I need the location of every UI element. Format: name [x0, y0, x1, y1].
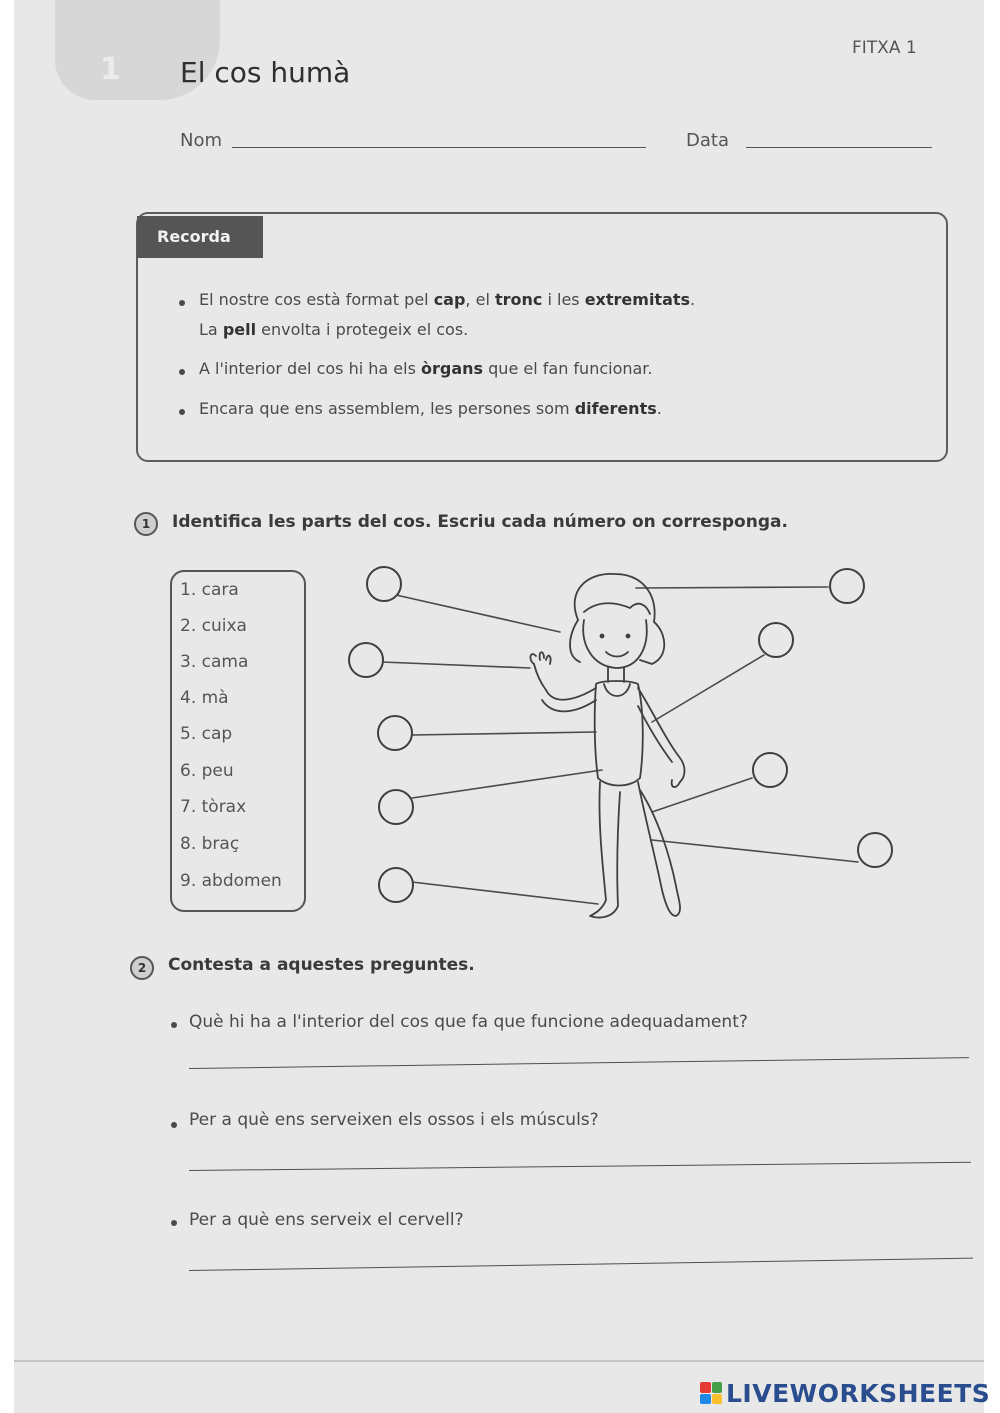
leader-line [396, 595, 560, 632]
recorda-tab: Recorda [137, 216, 263, 258]
eye [601, 635, 604, 638]
bold-tronc: tronc [494, 290, 543, 309]
bullet-dot [171, 1220, 177, 1226]
exercise-2-instruction: Contesta a aquestes preguntes. [168, 955, 475, 975]
answer-circle[interactable] [753, 753, 787, 787]
word-item: 2. cuixa [180, 616, 247, 636]
text-run: A l'interior del cos hi ha els [199, 359, 422, 378]
text-run: . [690, 290, 696, 309]
page-title: El cos humà [180, 56, 351, 89]
mouth [606, 652, 628, 657]
left-arm [542, 700, 596, 711]
word-item: 3. cama [180, 652, 249, 672]
logo-tile [712, 1382, 723, 1393]
right-leg [638, 782, 680, 916]
text-run: La [199, 320, 223, 339]
logo-tile [712, 1394, 723, 1405]
answer-circle[interactable] [378, 716, 412, 750]
answer-circle[interactable] [367, 567, 401, 601]
bold-organs: òrgans [421, 359, 484, 378]
exercise-2-number: 2 [130, 956, 154, 980]
bold-pell: pell [222, 320, 257, 339]
logo-tile [700, 1394, 711, 1405]
leader-line [412, 732, 596, 735]
text-run: Encara que ens assemblem, les persones som [199, 399, 575, 418]
name-label: Nom [180, 130, 223, 151]
sheet-label: FITXA 1 [852, 38, 917, 58]
answer-circle[interactable] [379, 790, 413, 824]
answer-circle[interactable] [830, 569, 864, 603]
right-arm [638, 688, 685, 782]
left-arm [534, 664, 596, 700]
leader-line [382, 662, 530, 668]
exercise-1-number: 1 [134, 512, 158, 536]
recorda-bullet-1 [199, 290, 695, 309]
answer-circle[interactable] [759, 623, 793, 657]
neck [608, 668, 624, 682]
word-item: 8. braç [180, 834, 240, 854]
text-run: i les [542, 290, 585, 309]
logo-tile [700, 1382, 711, 1393]
body-diagram [340, 560, 910, 940]
word-item: 9. abdomen [180, 871, 282, 891]
left-leg [590, 782, 620, 918]
recorda-bullet-3 [199, 399, 662, 418]
left-hand [530, 652, 550, 664]
answer-circle[interactable] [379, 868, 413, 902]
recorda-bullet-2 [199, 359, 653, 378]
answer-circle[interactable] [858, 833, 892, 867]
leader-line [652, 655, 764, 722]
leader-line [652, 778, 752, 812]
text-run: . [656, 399, 662, 418]
question-1: Què hi ha a l'interior del cos que fa que funcione adequadament? [189, 1012, 748, 1032]
word-item: 1. cara [180, 580, 239, 600]
liveworksheets-brand [700, 1378, 990, 1408]
text-run: envolta i protegeix el cos. [256, 320, 469, 339]
word-item: 6. peu [180, 761, 234, 781]
hair [584, 603, 650, 614]
bullet-dot [171, 1122, 177, 1128]
neckline [604, 684, 630, 696]
leader-line [412, 770, 602, 798]
brand-text: LIVEWORKSHEETS [726, 1378, 991, 1408]
unit-number: 1 [100, 52, 121, 87]
word-item: 7. tòrax [180, 797, 247, 817]
date-field[interactable] [746, 147, 932, 148]
bullet-dot [179, 369, 185, 375]
right-hand [672, 780, 680, 787]
question-3: Per a què ens serveix el cervell? [189, 1210, 464, 1230]
bullet-dot [179, 409, 185, 415]
recorda-bullet-1-line-2 [199, 320, 468, 339]
girl-figure [530, 574, 684, 918]
exercise-1-instruction: Identifica les parts del cos. Escriu cada número on correspongа. [172, 512, 788, 532]
question-2: Per a què ens serveixen els ossos i els músculs? [189, 1110, 599, 1130]
word-item: 5. cap [180, 724, 233, 744]
name-field[interactable] [232, 147, 646, 148]
bold-cap: cap [433, 290, 466, 309]
bullet-dot [171, 1022, 177, 1028]
leader-line [412, 882, 598, 904]
leader-line [636, 587, 828, 588]
text-run: que el fan funcionar. [483, 359, 653, 378]
page-edge [14, 1360, 984, 1362]
hair [570, 620, 580, 662]
text-run: , el [465, 290, 495, 309]
date-label: Data [686, 130, 729, 151]
answer-circle[interactable] [349, 643, 383, 677]
bold-diferents: diferents [574, 399, 657, 418]
word-item: 4. mà [180, 688, 229, 708]
bold-extremitats: extremitats [584, 290, 691, 309]
eye [627, 635, 630, 638]
bullet-dot [179, 300, 185, 306]
text-run: El nostre cos està format pel [199, 290, 434, 309]
leader-line [652, 840, 858, 862]
liveworksheets-logo-icon [700, 1382, 722, 1404]
face [583, 620, 647, 668]
